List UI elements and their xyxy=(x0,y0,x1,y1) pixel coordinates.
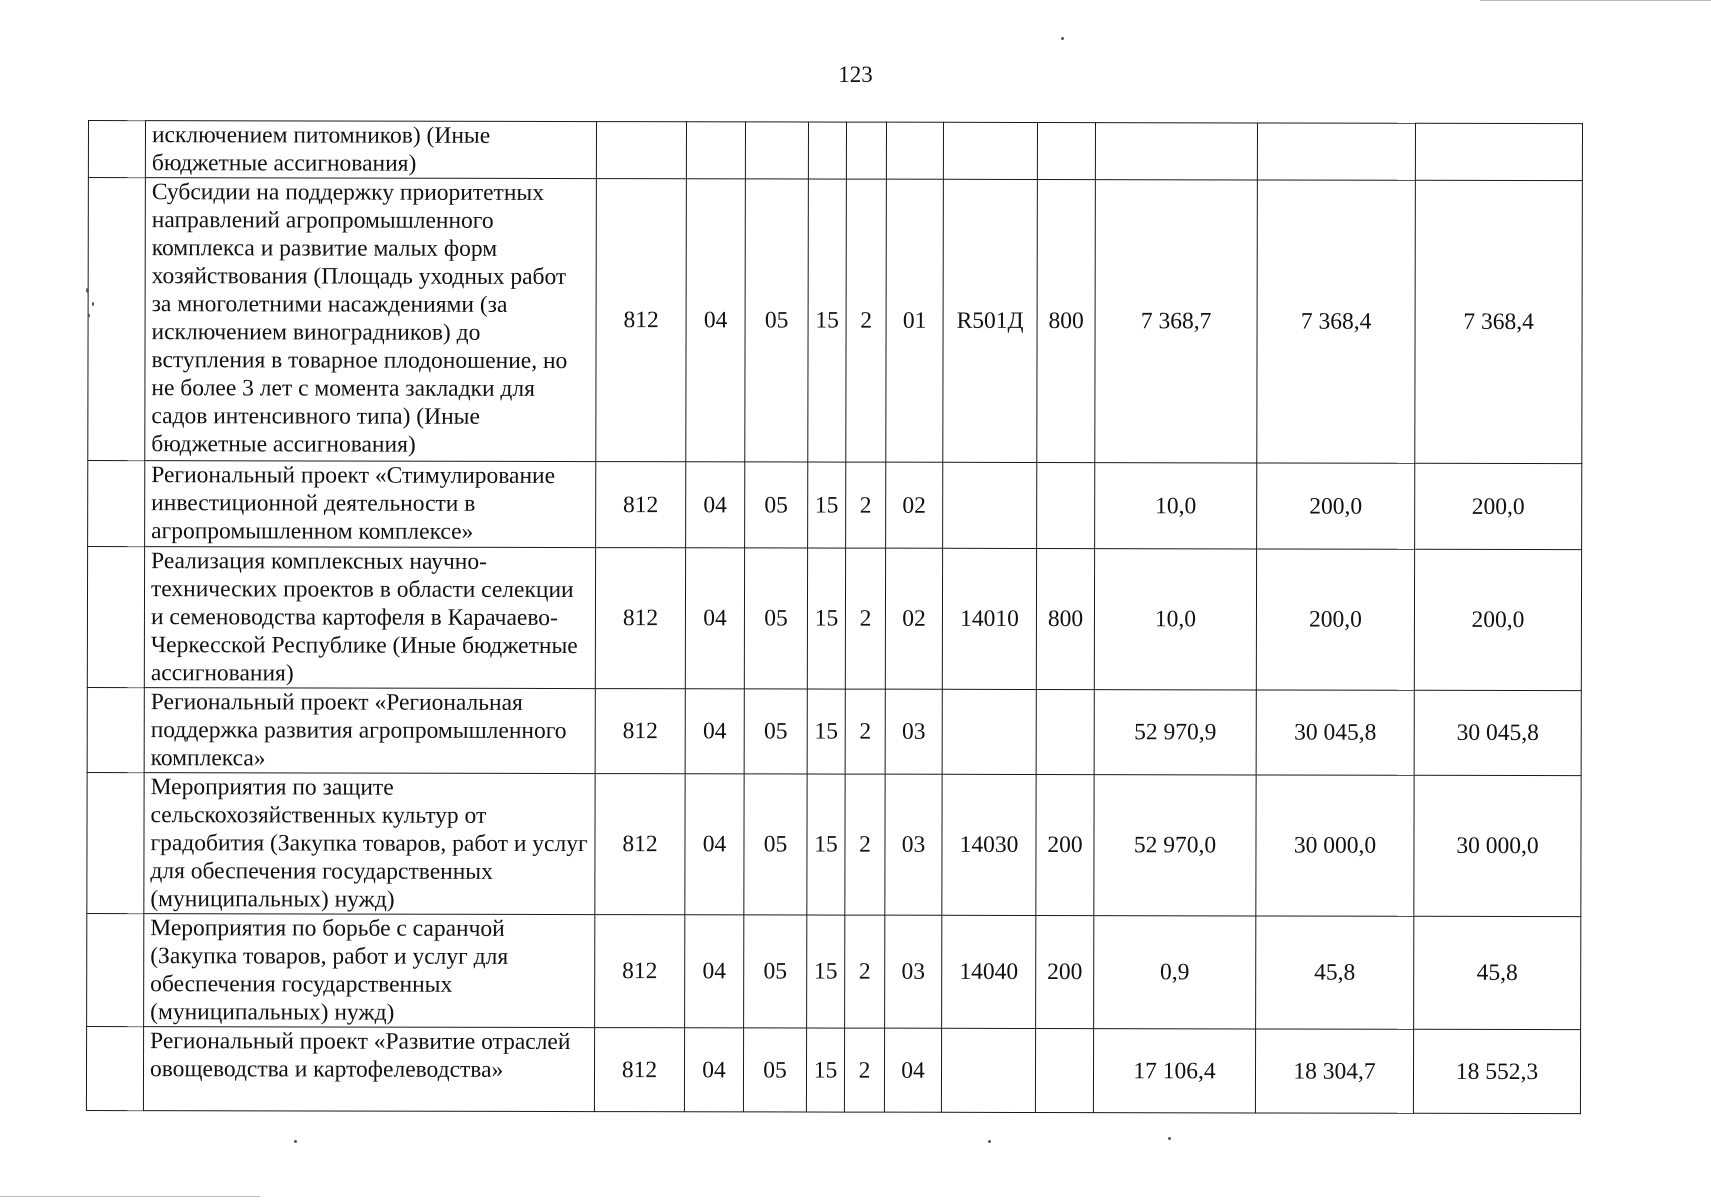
expense-type-cell: 800 xyxy=(1036,548,1094,689)
row-index-cell xyxy=(88,178,146,461)
scan-speck xyxy=(1061,37,1064,40)
subsection-code-cell: 05 xyxy=(744,915,807,1028)
scan-speck xyxy=(988,1140,991,1143)
row-index-cell xyxy=(87,547,144,688)
expense-type-cell xyxy=(1036,689,1094,774)
amount-year1-cell: 52 970,9 xyxy=(1094,690,1256,775)
direction-code-cell: R501Д xyxy=(943,179,1038,462)
project-code-cell: 02 xyxy=(886,462,943,548)
table-row xyxy=(88,121,1582,181)
section-code-cell: 04 xyxy=(685,548,744,689)
program-code-cell: 15 xyxy=(808,179,847,462)
table-row xyxy=(86,1026,1580,1113)
scan-edge-line xyxy=(0,1196,260,1197)
amount-year2-cell: 45,8 xyxy=(1256,916,1414,1029)
ministry-code-cell: 812 xyxy=(594,1028,684,1112)
subsection-code-cell: 05 xyxy=(744,689,807,774)
program-code-cell: 15 xyxy=(807,548,845,689)
amount-year3-cell: 200,0 xyxy=(1414,549,1581,690)
amount-year3-cell: 45,8 xyxy=(1414,916,1581,1029)
subprogram-code-cell: 2 xyxy=(846,179,887,462)
ministry-code-cell xyxy=(596,122,686,179)
row-description-cell: Региональный проект «Региональная поддержка развития агропромышленного комплекса» xyxy=(144,688,595,774)
row-description-cell: исключением питомников) (Иные бюджетные ассигнования) xyxy=(145,121,596,179)
direction-code-cell xyxy=(943,462,1037,548)
amount-year3-cell: 30 000,0 xyxy=(1414,775,1581,916)
amount-year3-cell: 18 552,3 xyxy=(1413,1029,1580,1113)
direction-code-cell: 14040 xyxy=(942,915,1036,1028)
scan-speck xyxy=(1168,1137,1171,1140)
ministry-code-cell: 812 xyxy=(595,548,685,689)
subprogram-code-cell: 2 xyxy=(845,548,885,689)
subprogram-code-cell: 2 xyxy=(844,1028,884,1112)
subsection-code-cell: 05 xyxy=(744,548,807,689)
amount-year2-cell: 30 045,8 xyxy=(1256,690,1414,775)
subprogram-code-cell: 2 xyxy=(845,774,885,915)
amount-year1-cell: 10,0 xyxy=(1095,463,1257,549)
subprogram-code-cell xyxy=(846,122,886,179)
expense-type-cell xyxy=(1037,462,1095,548)
row-description-cell: Субсидии на поддержку приоритетных направлений агропромышленного комплекса и развитие малых форм хозяйствования (Площадь уходных работ за многолетними насаждениями (за исключением виноградников) до вступления в товарное плодоношение, но не более 3 лет с момента закладки для садов интенсивного типа) (Иные бюджетные ассигнования) xyxy=(145,178,597,462)
amount-year3-cell: 200,0 xyxy=(1415,463,1582,549)
amount-year1-cell: 10,0 xyxy=(1094,549,1256,690)
subprogram-code-cell: 2 xyxy=(845,689,885,774)
row-index-cell xyxy=(88,461,145,547)
row-index-cell xyxy=(86,1026,143,1110)
scan-speck xyxy=(88,314,90,317)
amount-year2-cell: 200,0 xyxy=(1257,463,1415,549)
program-code-cell xyxy=(808,122,846,179)
expense-type-cell: 800 xyxy=(1037,179,1096,462)
table-row xyxy=(87,913,1581,1029)
ministry-code-cell: 812 xyxy=(595,689,685,774)
table-row xyxy=(87,772,1581,916)
table-row xyxy=(88,461,1582,550)
project-code-cell: 01 xyxy=(886,179,944,462)
direction-code-cell xyxy=(942,689,1036,774)
page-number: 123 xyxy=(838,62,873,87)
subprogram-code-cell: 2 xyxy=(846,462,886,548)
ministry-code-cell: 812 xyxy=(595,774,685,915)
expense-type-cell xyxy=(1035,1028,1093,1112)
program-code-cell: 15 xyxy=(808,462,846,548)
scan-speck xyxy=(86,288,89,293)
direction-code-cell xyxy=(943,122,1037,179)
project-code-cell: 02 xyxy=(885,548,942,689)
section-code-cell: 04 xyxy=(685,774,744,915)
row-index-cell xyxy=(87,772,144,913)
section-code-cell xyxy=(686,122,745,179)
table-row xyxy=(88,178,1583,464)
subsection-code-cell: 05 xyxy=(745,462,808,548)
row-index-cell xyxy=(88,121,145,178)
amount-year3-cell: 7 368,4 xyxy=(1415,180,1583,463)
amount-year1-cell: 0,9 xyxy=(1094,916,1256,1029)
row-description-cell: Региональный проект «Стимулирование инвестиционной деятельности в агропромышленном комплексе» xyxy=(145,461,596,548)
expense-type-cell: 200 xyxy=(1036,915,1094,1028)
direction-code-cell: 14030 xyxy=(942,774,1036,915)
direction-code-cell xyxy=(941,1028,1035,1112)
project-code-cell: 04 xyxy=(884,1028,941,1112)
row-description-cell: Мероприятия по борьбе с саранчой (Закупка товаров, работ и услуг для обеспечения государственных (муниципальных) нужд) xyxy=(144,914,595,1028)
subsection-code-cell: 05 xyxy=(743,1028,806,1112)
subsection-code-cell xyxy=(745,122,808,179)
expense-type-cell: 200 xyxy=(1036,774,1094,915)
project-code-cell xyxy=(886,122,943,179)
amount-year3-cell xyxy=(1415,123,1582,180)
expense-type-cell xyxy=(1037,122,1095,179)
project-code-cell: 03 xyxy=(885,689,942,774)
program-code-cell: 15 xyxy=(807,915,845,1028)
amount-year1-cell xyxy=(1095,123,1257,180)
amount-year1-cell: 17 106,4 xyxy=(1093,1029,1255,1113)
row-index-cell xyxy=(87,913,144,1026)
table-row xyxy=(87,687,1581,775)
section-code-cell: 04 xyxy=(685,689,744,774)
ministry-code-cell: 812 xyxy=(595,915,685,1028)
program-code-cell: 15 xyxy=(807,689,845,774)
amount-year2-cell: 18 304,7 xyxy=(1255,1029,1413,1113)
amount-year3-cell: 30 045,8 xyxy=(1414,690,1581,775)
section-code-cell: 04 xyxy=(686,462,745,548)
section-code-cell: 04 xyxy=(684,1028,743,1112)
table-row xyxy=(87,547,1581,691)
row-description-cell: Реализация комплексных научно-технических проектов в области селекции и семеноводства картофеля в Карачаево-Черкесской Республике (Иные бюджетные ассигнования) xyxy=(144,547,595,689)
section-code-cell: 04 xyxy=(686,179,746,462)
row-index-cell xyxy=(87,687,144,772)
row-description-cell: Региональный проект «Развитие отраслей овощеводства и картофелеводства» xyxy=(143,1027,594,1112)
row-description-cell: Мероприятия по защите сельскохозяйственных культур от градобития (Закупка товаров, работ и услуг для обеспечения государственных (муниципальных) нужд) xyxy=(144,773,595,915)
scan-edge-line xyxy=(1480,0,1711,1)
subsection-code-cell: 05 xyxy=(745,179,809,462)
amount-year2-cell: 200,0 xyxy=(1256,549,1414,690)
subprogram-code-cell: 2 xyxy=(845,915,885,1028)
direction-code-cell: 14010 xyxy=(942,548,1036,689)
ministry-code-cell: 812 xyxy=(596,179,687,462)
subsection-code-cell: 05 xyxy=(744,774,807,915)
scan-speck xyxy=(294,1140,297,1143)
amount-year2-cell: 7 368,4 xyxy=(1257,180,1416,463)
program-code-cell: 15 xyxy=(807,774,845,915)
amount-year1-cell: 52 970,0 xyxy=(1094,775,1256,916)
amount-year2-cell xyxy=(1257,123,1415,180)
amount-year1-cell: 7 368,7 xyxy=(1095,180,1258,463)
project-code-cell: 03 xyxy=(885,774,942,915)
amount-year2-cell: 30 000,0 xyxy=(1256,775,1414,916)
table-body xyxy=(86,121,1582,1114)
budget-table xyxy=(86,120,1583,1114)
program-code-cell: 15 xyxy=(806,1028,844,1112)
project-code-cell: 03 xyxy=(885,915,942,1028)
ministry-code-cell: 812 xyxy=(596,462,686,548)
section-code-cell: 04 xyxy=(685,915,744,1028)
scan-speck xyxy=(92,302,94,306)
